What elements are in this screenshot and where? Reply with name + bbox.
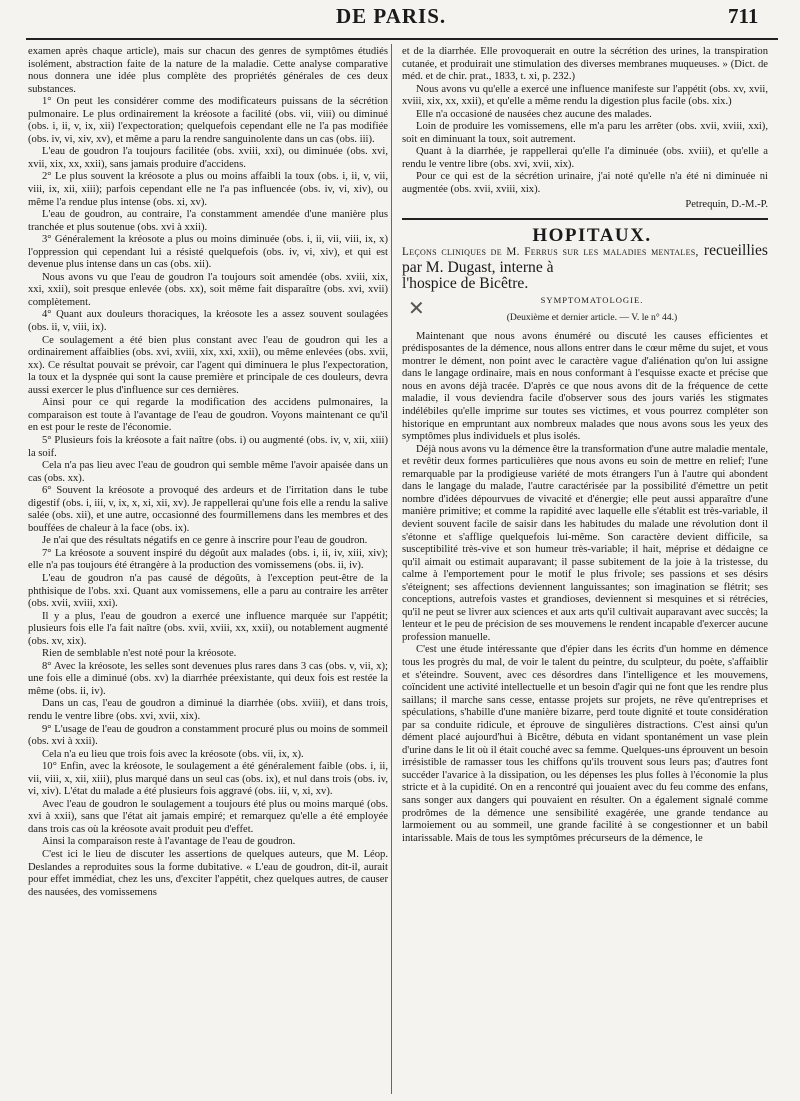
paragraph: Déjà nous avons vu la démence être la transformation d'une autre maladie mentale, et revêtir deux formes particulières que nous avons eu soin de mettre en relief; l'une remarquable par la prodigieuse variété de mots étrangers l'un à l'autre qui abondent dans le langage du malade, l'autre caractérisée par la possibilité d'émettre un petit nombre d'idées dépourvues de vivacité et d'énergie; elle peut aussi apparaître d'une manière primitive; et comme la rapidité avec laquelle elle s'établit est très-variable, il devient souvent facile de saisir dans les habitudes du malade une révolution dont il s'étonne et s'afflige quelquefois lui-même. Son caractère devient difficile, sa susceptibilité très-vive et son humeur très-variable; il hait, méprise et dédaigne ce qu'il aimait ou estimait auparavant; il passe subitement de la joie à la tristesse, du calme à l'emportement pour le motif le plus frivole; ses passions et ses désirs s'éteignent; ses affections deviennent languissantes; son imagination se flétrit; ses conceptions, autrefois vastes et grandioses, deviennent si mesquines et si rétrécies, qu'il ne peut se livrer aux sciences et aux arts qu'il cultivait auparavant avec succès; la lenteur et le peu de précision de ses mouvemens le rendent incapable d'exercer aucune profession manuelle.	[402, 443, 768, 643]
paragraph: et de la diarrhée. Elle provoquerait en outre la sécrétion des urines, la transpiration cutanée, et produirait une stimulation des diverses membranes muqueuses. » (Dict. de méd. et de chir. prat., 1833, t. xi, p. 232.)	[402, 46, 768, 83]
left-column	[28, 46, 388, 899]
header-rule	[26, 38, 778, 40]
paragraph: 4° Quant aux douleurs thoraciques, la kréosote les a assez souvent soulagées (obs. ii, v, viii, ix).	[28, 309, 388, 334]
paragraph: examen après chaque article), mais sur chacun des genres de symptômes étudiés isolément, abstraction faite de la nature de la maladie. Cette analyse comparative nous donnera une idée plus complète des propriétés générales de ces deux substances.	[28, 46, 388, 95]
page-number: 711	[728, 4, 759, 28]
section-rule	[402, 218, 768, 220]
column-divider	[391, 44, 392, 1094]
paragraph: 7° La kréosote a souvent inspiré du dégoût aux malades (obs. i, ii, iv, xiii, xiv); elle n'a pas toujours été étrangère à la production des vomissemens (obs. ii, iv).	[28, 547, 388, 572]
cross-mark-icon: ✕	[408, 296, 425, 320]
subheading: SYMPTOMATOLOGIE.	[540, 294, 644, 305]
paragraph: 6° Souvent la kréosote a provoqué des ardeurs et de l'irritation dans le tube digestif (obs. i, iii, v, ix, x, xi, xii, xv). Je rappellerai qu'une fois elle a rendu la salive salée (obs. xii), et une autre, occasionné des fourmillemens dans les membres et des bouffées de chaleur à la face (obs. ix).	[28, 485, 388, 534]
paragraph: 5° Plusieurs fois la kréosote a fait naître (obs. i) ou augmenté (obs. iv, v, xii, xiii) la soif.	[28, 434, 388, 459]
lecture-heading-rest: recueillies par M. Dugast, interne à	[402, 241, 768, 276]
paragraph: Cela n'a pas lieu avec l'eau de goudron qui semble même l'avoir apaisée dans un cas (obs. xx).	[28, 460, 388, 484]
paragraph: Pour ce qui est de la sécrétion urinaire, j'ai noté qu'elle n'a été ni diminuée ni augmentée (obs. xvii, xviii, xix).	[402, 171, 768, 196]
paragraph: C'est une étude intéressante que d'épier dans les écrits d'un homme en démence tous les progrès du mal, de voir le talent du peintre, du sculpteur, du poète, s'affaiblir et s'éteindre. Souvent, avec ces désordres dans l'intelligence et les mouvemens, coïncident une activité intellectuelle et un besoin d'agir qui ne font que les rendre plus saillans; il marche sans cesse, entasse projets sur projets, ne rêve qu'entreprises et spéculations, s'habille d'une manière bizarre, perd toute dignité et toute considération par sa conduite ridicule, et éprouve de singulières distractions. C'est ainsi qu'un dément placé aujourd'hui à Bicêtre, débuta en vidant spontanément un vase plein d'urine dans le lit où il était couché avec sa femme. Quelques-uns éprouvent un besoin irrésistible de ramasser tous les chiffons qu'ils trouvent sous leurs pas; d'autres font succéder l'avarice à la dissipation, ou les dépenses les plus folles à l'économie la plus stricte et à la cupidité. On en a rencontré qui jouaient avec du feu comme des enfans, sans songer aux dangers qui pouvaient en résulter. On a également signalé comme prodrômes de la démence une sensibilité exagérée, une grande tendance au larmoiement ou au sommeil, une grande facilité à se congestionner et un babil intarissable. Mais de tous les symptômes précurseurs de la démence, le	[402, 644, 768, 844]
paragraph: L'eau de goudron, au contraire, l'a constamment amendée d'une manière plus tranchée et plus soutenue (obs. xvi à xxii).	[28, 209, 388, 233]
paragraph: Rien de semblable n'est noté pour la kréosote.	[42, 648, 237, 660]
paragraph: 3° Généralement la kréosote a plus ou moins diminuée (obs. i, ii, vii, viii, ix, x) l'oppression qui cependant lui a résisté quelquefois (obs. iv, vi, xiv), et qui est devenue plus intense dans un cas (obs. xii).	[28, 234, 388, 271]
lecture-heading-place: l'hospice de Bicêtre.	[402, 274, 529, 292]
article-note: (Deuxième et dernier article. — V. le n° 44.)	[506, 312, 678, 324]
paragraph: Loin de produire les vomissemens, elle m'a paru les arrêter (obs. xvii, xviii, xxi), soit en diminuant la toux, soit autrement.	[402, 121, 768, 145]
lecture-heading	[402, 243, 768, 292]
paragraph: Cela n'a eu lieu que trois fois avec la kréosote (obs. vii, ix, x).	[42, 748, 304, 760]
paragraph: Je n'ai que des résultats négatifs en ce genre à inscrire pour l'eau de goudron.	[42, 535, 368, 547]
paragraph: Avec l'eau de goudron le soulagement a toujours été plus ou moins marqué (obs. xvi à xxii), sans que l'état ait jamais empiré; et remarquez qu'elle a été employée dans trois cas où la kréosote avait produit peu d'effet.	[28, 798, 388, 835]
paragraph: Quant à la diarrhée, je rappellerai qu'elle l'a diminuée (obs. xviii), et qu'elle a rendu le ventre libre (obs. xvi, xvii, xix).	[402, 146, 768, 170]
lecture-heading-lead: Leçons cliniques de M. Ferrus sur les maladies mentales,	[402, 245, 699, 258]
running-title: DE PARIS.	[336, 4, 447, 28]
paragraph: C'est ici le lieu de discuter les assertions de quelques auteurs, que M. Léop. Deslandes a reproduites sous la forme dubitative. « L'eau de goudron, dit-il, aurait pour effet immédiat, chez les uns, d'exciter l'appétit, chez quelques autres, de causer des nausées, des vomissemens	[28, 849, 388, 898]
author-signature: Petrequin, D.-M.-P.	[685, 198, 768, 210]
paragraph: 8° Avec la kréosote, les selles sont devenues plus rares dans 3 cas (obs. v, vii, x); une fois elle a diminué (obs. xv) la diarrhée préexistante, qui deux fois est restée la même (obs. ii, iv).	[28, 660, 388, 697]
right-column	[402, 46, 768, 845]
paragraph: Ainsi pour ce qui regarde la modification des accidens pulmonaires, la comparaison est toute à l'avantage de l'eau de goudron. Voyons maintenant ce qu'il en est pour le reste de l'économie.	[28, 397, 388, 434]
section-title: HOPITAUX.	[532, 225, 652, 247]
paragraph: Elle n'a occasioné de nausées chez aucune des malades.	[416, 108, 652, 120]
paragraph: 1° On peut les considérer comme des modificateurs puissans de la sécrétion pulmonaire. Le plus ordinairement la kréosote a facilité (obs. vii, viii) ou diminué (obs. i, ii, v, ix, xii) l'expectoration; quelquefois cependant elle ne l'a pas modifiée (obs. iv, vi, xiv, xv), et même a paru la rendre sanguinolente dans un cas (obs. iii).	[28, 96, 388, 145]
paragraph: L'eau de goudron l'a toujours facilitée (obs. xviii, xxi), ou diminuée (obs. xvi, xvii, xix, xx, xxii), sans jamais produire d'accidens.	[28, 146, 388, 170]
paragraph: 9° L'usage de l'eau de goudron a constamment procuré plus ou moins de sommeil (obs. xvi à xxii).	[28, 723, 388, 748]
paragraph: Nous avons vu que l'eau de goudron l'a toujours soit amendée (obs. xviii, xix, xxi, xxii), soit presque enlevée (obs. xx), soit même fait disparaître (obs. xvi, xvii) complètement.	[28, 271, 388, 308]
paragraph: Dans un cas, l'eau de goudron a diminué la diarrhée (obs. xviii), et dans trois, rendu le ventre libre (obs. xvi, xvii, xix).	[28, 698, 388, 722]
paragraph: Nous avons vu qu'elle a exercé une influence manifeste sur l'appétit (obs. xv, xvii, xviii, xix, xx, xxii), et qu'elle a même rendu la digestion plus facile (obs. xix.)	[402, 83, 768, 108]
paragraph: Il y a plus, l'eau de goudron a exercé une influence marquée sur l'appétit; plusieurs fois elle l'a fait naître (obs. xvii, xviii, xx, xxii), ou notablement augmenté (obs. xv, xix).	[28, 610, 388, 647]
paragraph: Maintenant que nous avons énuméré ou discuté les causes efficientes et prédisposantes de la démence, nous allons entrer dans le cœur même du sujet, et vous montrer le dément, non point avec le caractère vague d'aliénation qu'on lui assigne dans le langage ordinaire, mais en nous conformant à l'esquisse exacte et précise que nous en avons déjà tracée. D'après ce que nous avons dit de la fréquence de cette maladie, il vous deviendra facile d'observer sous des jours variés les stigmates indélébiles qu'elle imprime sur toutes ses victimes, et vous pourrez compléter son historique en empruntant aux nombreux malades que nous avons sous les yeux des symptômes plus individuels et plus isolés.	[402, 330, 768, 443]
paragraph: 10° Enfin, avec la kréosote, le soulagement a été généralement faible (obs. i, ii, vii, viii, x, xii, xiii), plus marqué dans un seul cas (obs. ix), et nul dans trois (obs. iv, vi, xiv). L'état du malade a été plusieurs fois aggravé (obs. iii, v, xi, xv).	[28, 761, 388, 798]
paragraph: Ainsi la comparaison reste à l'avantage de l'eau de goudron.	[42, 836, 296, 848]
paragraph: L'eau de goudron n'a pas causé de dégoûts, à l'exception peut-être de la phthisique de l'obs. xxi. Quant aux vomissemens, elle a paru au contraire les arrêter (obs. xvii, xviii, xxi).	[28, 572, 388, 610]
paragraph: Ce soulagement a été bien plus constant avec l'eau de goudron qui les a ordinairement affaiblies (obs. xvi, xviii, xix, xxi, xxii), ou même enlevées (obs. xvii, xx). Ce résultat pouvait se prévoir, car l'agent qui diminuera le plus l'expectoration, la toux et la dyspnée qui sont la cause première et principale de ces douleurs, devra aussi exercer le plus d'influence sur ces dernières.	[28, 334, 388, 396]
page-header	[0, 0, 800, 40]
paragraph: 2° Le plus souvent la kréosote a plus ou moins affaibli la toux (obs. i, ii, v, vii, viii, ix, xii, xiii); parfois cependant elle ne l'a pas influencée (obs. iv, vi, xiv), ou même l'a rendue plus intense (obs. xi, xv).	[28, 171, 388, 208]
